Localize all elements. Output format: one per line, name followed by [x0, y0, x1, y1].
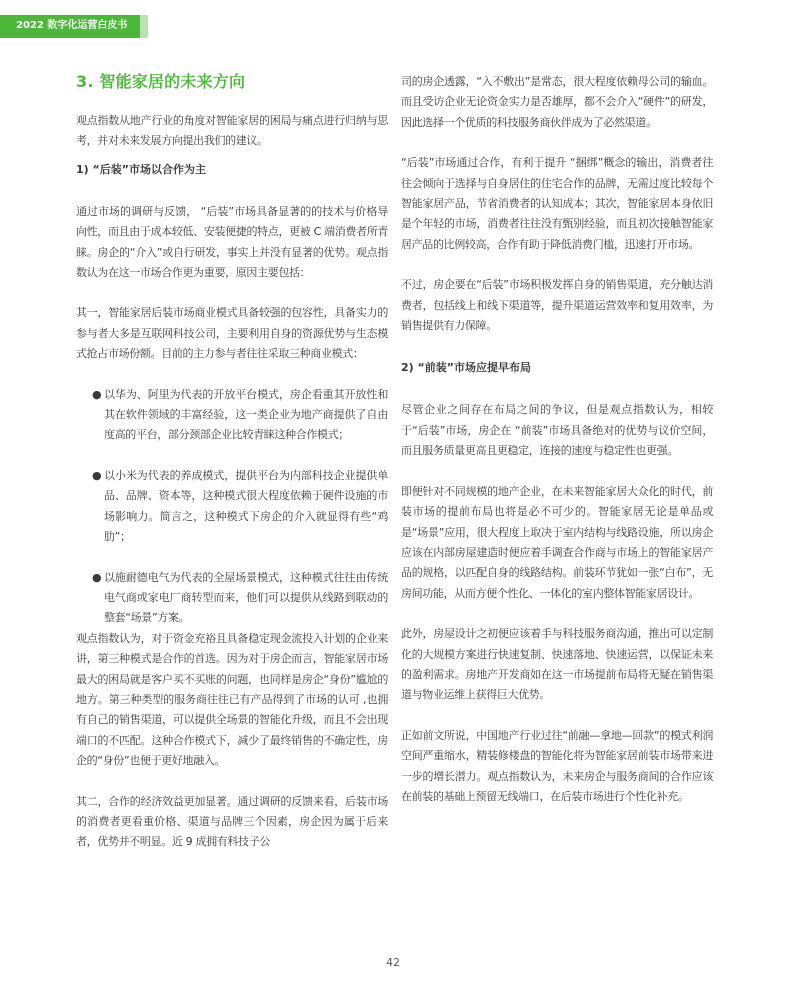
- paragraph: 司的房企透露，“入不敷出”是常态，很大程度依赖母公司的输血。而且受访企业无论资金实力是否雄厚，都不会介入“硬件”的研发，因此选择一个优质的科技服务商伙伴成为了必然渠道。: [401, 75, 713, 129]
- paragraph: 正如前文所说，中国地产行业过往“前融—拿地—回款”的模式利润空间严重缩水，精装修楼盘的智能化将为智能家居前装市场带来进一步的增长潜力。观点指数认为，未来房企与服务商间的合作应该在前装的基础上预留无线端口，在后装市场进行个性化补充。: [401, 728, 713, 803]
- section-title: 3. 智能家居的未来方向: [76, 72, 246, 91]
- paragraph: 其一，智能家居后装市场商业模式具备较强的包容性，具备实力的参与者大多是互联网科技公司，主要利用自身的资源优势与生态模式抢占市场份额。目前的主力参与者往往采取三种商业模式：: [76, 306, 388, 361]
- paragraph: 不过，房企要在“后装”市场积极发挥自身的销售渠道，充分触达消费者，包括线上和线下渠道等，提升渠道运营效率和复用效率，为销售提供有力保障。: [401, 278, 713, 333]
- paragraph: 通过市场的调研与反馈， “后装”市场具备显著的的技术与价格导向性，而且由于成本较低、安装便捷的特点，更被 C 端消费者所青睐。房企的“介入”或自行研发，事实上并没有显著的优势。观点指数认为在这一市场合作更为重要，原因主要包括：: [76, 204, 388, 280]
- paragraph: 即便针对不同规模的地产企业，在未来智能家居大众化的时代，前装市场的提前布局也将是必不可少的。智能家居无论是单品或是“场景”应用，很大程度上取决于室内结构与线路设施，所以房企应该在内部房屋建造时便应着手调查合作商与市场上的智能家居产品的规格，以匹配自身的线路结构。前装环节犹如一张“白布”，无房间功能，从而方便个性化、一体化的室内整体智能家居设计。: [401, 484, 713, 600]
- bullet-item: [76, 466, 388, 548]
- page-number: 42: [386, 956, 400, 969]
- paragraph: “后装”市场通过合作，有利于提升 “捆绑”概念的输出，消费者往往会倾向于选择与自身居住的住宅合作的品牌，无需过度比较每个智能家居产品，节省消费者的认知成本；其次，智能家居本身依旧是个年轻的市场，消费者往往没有甄别经验，而且初次接触智能家居产品的比例较高，合作有助于降低消费门槛，迅速打开市场。: [401, 156, 713, 251]
- bullet-text: 以华为、阿里为代表的开放平台模式，房企看重其开放性和其在软件领域的丰富经验，这一类企业为地产商提供了自由度高的平台，部分颈部企业比较青睐这种合作模式；: [104, 387, 388, 442]
- bullet-dot-icon: ●: [92, 468, 102, 482]
- bullet-dot-icon: ●: [92, 387, 102, 401]
- paragraph: 尽管企业之间存在布局之间的争议，但是观点指数认为，相较于“后装”市场，房企在 “前装”市场具备绝对的优势与议价空间，而且服务质量更高且更稳定，连接的速度与稳定性也更强。: [401, 403, 713, 458]
- bullet-item: [76, 385, 388, 446]
- header-band-accent: [140, 15, 148, 38]
- paragraph: 其二，合作的经济效益更加显著。通过调研的反馈来看，后装市场的消费者更看重价格、渠道与品牌三个因素，房企因为属于后来者，优势并不明显。近 9 成拥有科技子公: [76, 794, 388, 849]
- header-title: 2022 数字化运营白皮书: [16, 20, 128, 31]
- paragraph: 观点指数认为，对于资金充裕且具备稳定现金流投入计划的企业来讲，第三种模式是合作的首选。因为对于房企而言，智能家居市场最大的困局就是客户买不买账的问题，也同样是房企“身份”尴尬的地方。第三种类型的服务商往往已有产品得到了市场的认可 ,也拥有自己的销售渠道，可以提供全场景的智能化升级，而且不会出现端口的不匹配。这种合作模式下，减少了最终销售的不确定性，房企的“身份”也便于更好地融入。: [76, 631, 388, 768]
- paragraph: 此外，房屋设计之初便应该着手与科技服务商沟通，推出可以定制化的大规模方案进行快速复制、快速落地、快速运营，以保证未来的盈利需求。房地产开发商如在这一市场提前布局将无疑在销售渠道与物业运维上获得巨大优势。: [401, 627, 713, 702]
- left-column: [76, 70, 388, 853]
- bullet-text: 以施耐德电气为代表的全屋场景模式，这种模式往往由传统电气商或家电厂商转型而来，他们可以提供从线路到联动的整套“场景”方案。: [104, 570, 388, 625]
- subsection-title-pre-install: 2) “前装”市场应提早布局: [401, 361, 531, 375]
- bullet-item: [76, 568, 388, 629]
- subsection-title-after-install: 1) “后装”市场以合作为主: [76, 162, 206, 176]
- bullet-text: 以小米为代表的养成模式，提供平台为内部科技企业提供单品、品牌、资本等，这种模式很大程度依赖于硬件设施的市场影响力。简言之，这种模式下房企的介入就显得有些“鸡肋”；: [104, 468, 388, 544]
- intro-paragraph: 观点指数从地产行业的角度对智能家居的困局与痛点进行归纳与思考，并对未来发展方向提出我们的建议。: [76, 114, 388, 148]
- right-column: [401, 72, 713, 807]
- bullet-dot-icon: ●: [92, 570, 102, 584]
